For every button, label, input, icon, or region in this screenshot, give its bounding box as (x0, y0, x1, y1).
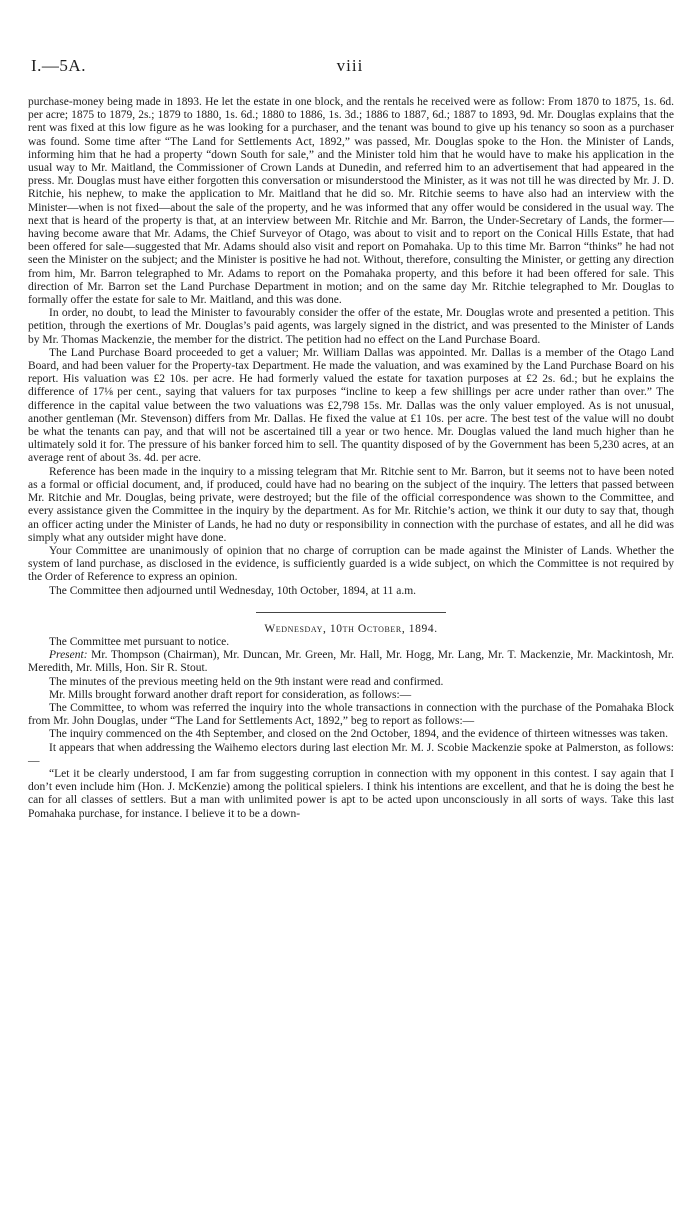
paragraph-continuation: purchase-money being made in 1893. He let the estate in one block, and the rentals he received were as follow: From 1870 to 1875, 1s. 6d. per acre; 1875 to 1879, 2s.; 1879 to 1880, 1s. 6d.; 1880 to 1886, 1s. 3d.; 1886 to 1887, 6d.; 1887 to 1893, 9d. Mr. Douglas explains that the rent was fixed at this low figure as he was looking for a purchaser, and the tenant was bound to give up his tenancy so soon as a purchaser was found. Some time after “The Land for Settlements Act, 1892,” was passed, Mr. Douglas spoke to the Hon. the Minister of Lands, informing him that he had a property “down South for sale,” and the Minister told him that he would have to make his application in the usual way to Mr. Maitland, the Commissioner of Crown Lands at Dunedin, and referred him to an advertisement that had appeared in the press. Mr. Douglas must have either forgotten this conversation or misunderstood the Minister, as it was not till he was directed by Mr. J. D. Ritchie, his nephew, to make the application to Mr. Maitland that he did so. Mr. Ritchie seems to have also had an interview with the Minister—when is not fixed—about the sale of the property, and he was informed that any offer would be considered in the usual way. The next that is heard of the property is that, at an interview between Mr. Ritchie and Mr. Barron, the Under-Secretary of Lands, the former—having become aware that Mr. Adams, the Chief Surveyor of Otago, was about to visit and to report on the Conical Hills Estate, that had been offered for sale—suggested that Mr. Adams should also visit and report on Pomahaka. Up to this time Mr. Barron “thinks” he had not seen the Minister on the subject; and the Minister is positive he had not. Without, therefore, consulting the Minister, or getting any direction from him, Mr. Barron telegraphed to Mr. Adams to report on the Pomahaka property, and this before it had been offered for sale. This direction of Mr. Barron set the Land Purchase Department in motion; and on the same day Mr. Ritchie telegraphed to Mr. Douglas to formally offer the estate for sale to Mr. Maitland, and this was done. (28, 96, 674, 307)
report-inquiry: The inquiry commenced on the 4th September, and closed on the 2nd October, 1894, and the evidence of thirteen witnesses was taken. (49, 728, 668, 741)
page-header (28, 56, 672, 80)
paragraph-opinion: Your Committee are unanimously of opinion that no charge of corruption can be made against the Minister of Lands. Whether the system of land purchase, as disclosed in the evidence, is sufficiently guarded is a wide subject, on which the Committee is not required by the Order of Reference to express an opinion. (28, 544, 674, 584)
paragraph-valuation: The Land Purchase Board proceeded to get a valuer; Mr. William Dallas was appointed. Mr. Dallas is a member of the Otago Land Board, and had been valuer for the Property-tax Department. He made the valuation, and was examined by the Land Purchase Board on his report. His valuation was £2 10s. per acre. He had formerly valued the estate for taxation purposes at £2 2s. 6d.; but he explains the difference of 17⅛ per cent., saying that valuers for tax purposes “incline to keep a few shillings per acre under rather than over.” The difference in the capital value between the two valuations was £2,798 15s. Mr. Dallas was the only valuer employed. As is not unusual, another gentleman (Mr. Stevenson) differs from Mr. Dallas. He fixed the value at £1 10s. per acre. The best test of the value will no doubt be what the tenants can pay, and that will not be ascertained till a year or two hence. Mr. Douglas valued the land much higher than he ultimately sold it for. The pressure of his banker forced him to sell. The quantity disposed of by the Government has been 5,230 acres, at an average rent of about 3s. 4d. per acre. (28, 346, 674, 465)
paragraph-petition: In order, no doubt, to lead the Minister to favourably consider the offer of the estate, Mr. Douglas wrote and presented a petition. This petition, through the exertions of Mr. Douglas’s paid agents, was largely signed in the district, and was presented to the Minister of Lands by Mr. Thomas Mackenzie, the member for the district. The petition had no effect on the Land Purchase Board. (28, 307, 674, 346)
present-members: Mr. Thompson (Chairman), Mr. Duncan, Mr. Green, Mr. Hall, Mr. Hogg, Mr. Lang, Mr. T. Mackenzie, Mr. Mackintosh, Mr. Meredith, Mr. Mills, Hon. Sir R. Stout. (28, 649, 674, 675)
report-intro: The Committee, to whom was referred the inquiry into the whole transactions in connection with the purchase of the Pomahaka Block from Mr. John Douglas, under “The Land for Settlements Act, 1892,” beg to report as follows:— (28, 701, 674, 728)
meeting-date-heading: Wednesday, 10th October, 1894. (264, 622, 438, 635)
section-divider (256, 612, 446, 613)
report-appears: It appears that when addressing the Waihemo electors during last election Mr. M. J. Scobie Mackenzie spoke at Palmerston, as follows:— (28, 741, 674, 767)
document-body (28, 96, 674, 821)
meeting-met: The Committee met pursuant to notice. (49, 635, 230, 648)
meeting-draft: Mr. Mills brought forward another draft report for consideration, as follows:— (49, 688, 412, 701)
page-number: viii (336, 56, 364, 75)
paragraph-adjourned: The Committee then adjourned until Wednesday, 10th October, 1894, at 11 a.m. (49, 584, 417, 597)
document-reference: I.—5A. (31, 56, 86, 75)
meeting-present (28, 649, 674, 675)
present-label: Present: (49, 649, 88, 662)
speech-quote: “Let it be clearly understood, I am far from suggesting corruption in connection with my opponent in this contest. I say again that I don’t even include him (Hon. J. McKenzie) among the political spielers. I think his intentions are excellent, and that he is doing the best he can for all classes of settlers. But a man with unlimited power is apt to be acted upon unconsciously in all sorts of ways. Take this last Pomahaka purchase, for instance. I believe it to be a down- (28, 767, 674, 820)
meeting-minutes: The minutes of the previous meeting held on the 9th instant were read and confirmed. (49, 675, 444, 688)
paragraph-telegram: Reference has been made in the inquiry to a missing telegram that Mr. Ritchie sent to Mr. Barron, but it seems not to have been noted as a formal or official document, and, if produced, could have had no bearing on the subject of the inquiry. The letters that passed between Mr. Ritchie and Mr. Douglas, being private, were destroyed; but the file of the official correspondence was shown to the Committee, and every assistance given the Committee in the inquiry by the department. As for Mr. Ritchie’s action, we think it our duty to say that, though an officer acting under the Minister of Lands, he had no duty or responsibility in connection with the purchase of estates, and all he did was simply what any outsider might have done. (28, 465, 674, 544)
